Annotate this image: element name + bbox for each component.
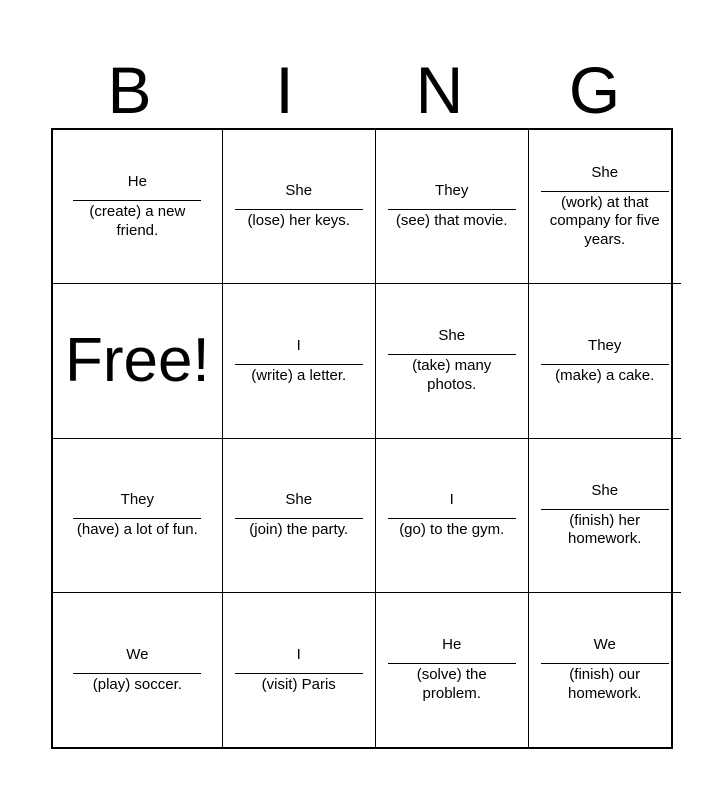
cell-subject: I (296, 645, 301, 663)
fill-in-blank-line (541, 191, 669, 192)
cell-phrase: (go) to the gym. (399, 520, 505, 538)
fill-in-blank-line (235, 209, 363, 210)
fill-in-blank-line (388, 209, 516, 210)
bingo-cell (53, 439, 223, 593)
fill-in-blank-line (541, 509, 669, 510)
bingo-board (51, 128, 673, 749)
cell-phrase: (join) the party. (249, 520, 349, 538)
cell-phrase: (finish) her homework. (568, 511, 642, 548)
cell-subject: She (285, 182, 313, 200)
cell-subject: She (285, 490, 313, 508)
bingo-cell (376, 130, 529, 284)
cell-subject: We (593, 636, 616, 654)
header-letter-g: G (568, 53, 621, 127)
cell-phrase: (take) many photos. (412, 357, 492, 393)
cell-subject: He (442, 636, 462, 654)
fill-in-blank-line (73, 518, 201, 519)
cell-subject: She (591, 163, 619, 181)
cell-subject: They (435, 182, 469, 200)
cell-subject: She (591, 481, 619, 499)
bingo-cell (529, 284, 681, 438)
header-letter-i: I (275, 53, 294, 127)
cell-phrase: (make) a cake. (555, 366, 655, 384)
cell-subject: They (120, 490, 155, 508)
cell-phrase: (solve) the problem. (416, 666, 487, 702)
header-letter-b: B (107, 53, 152, 127)
cell-subject: We (126, 645, 149, 663)
fill-in-blank-line (235, 364, 363, 365)
fill-in-blank-line (235, 518, 363, 519)
bingo-header (52, 52, 672, 128)
fill-in-blank-line (73, 200, 201, 201)
fill-in-blank-line (541, 663, 669, 664)
free-space-label: Free! (65, 325, 210, 395)
bingo-cell (529, 593, 681, 747)
cell-phrase: (see) that movie. (395, 212, 508, 230)
fill-in-blank-line (73, 673, 201, 674)
bingo-cell (376, 284, 529, 438)
bingo-cell (223, 593, 376, 747)
cell-phrase: (finish) our homework. (568, 666, 642, 702)
cell-phrase: (lose) her keys. (247, 212, 350, 230)
cell-phrase: (write) a letter. (251, 366, 347, 384)
cell-subject: I (449, 490, 454, 508)
bingo-cell (376, 593, 529, 747)
cell-subject: They (588, 336, 622, 354)
fill-in-blank-line (235, 673, 363, 674)
fill-in-blank-line (388, 663, 516, 664)
bingo-cell (529, 439, 681, 593)
cell-phrase: (work) at that company for five years. (549, 193, 660, 248)
header-letter-n: N (415, 53, 464, 127)
bingo-cell (53, 130, 223, 284)
bingo-cell (223, 439, 376, 593)
cell-phrase: (visit) Paris (261, 675, 336, 693)
bingo-cell (529, 130, 681, 284)
cell-subject: He (127, 173, 147, 191)
free-space-cell (53, 284, 223, 438)
bingo-cell (376, 439, 529, 593)
bingo-cell (223, 130, 376, 284)
bingo-cell (223, 284, 376, 438)
cell-phrase: (create) a new friend. (89, 203, 186, 239)
cell-phrase: (play) soccer. (92, 675, 182, 693)
fill-in-blank-line (541, 364, 669, 365)
fill-in-blank-line (388, 518, 516, 519)
cell-subject: I (296, 336, 301, 354)
cell-phrase: (have) a lot of fun. (76, 520, 198, 538)
fill-in-blank-line (388, 354, 516, 355)
bingo-cell (53, 593, 223, 747)
cell-subject: She (438, 327, 466, 345)
